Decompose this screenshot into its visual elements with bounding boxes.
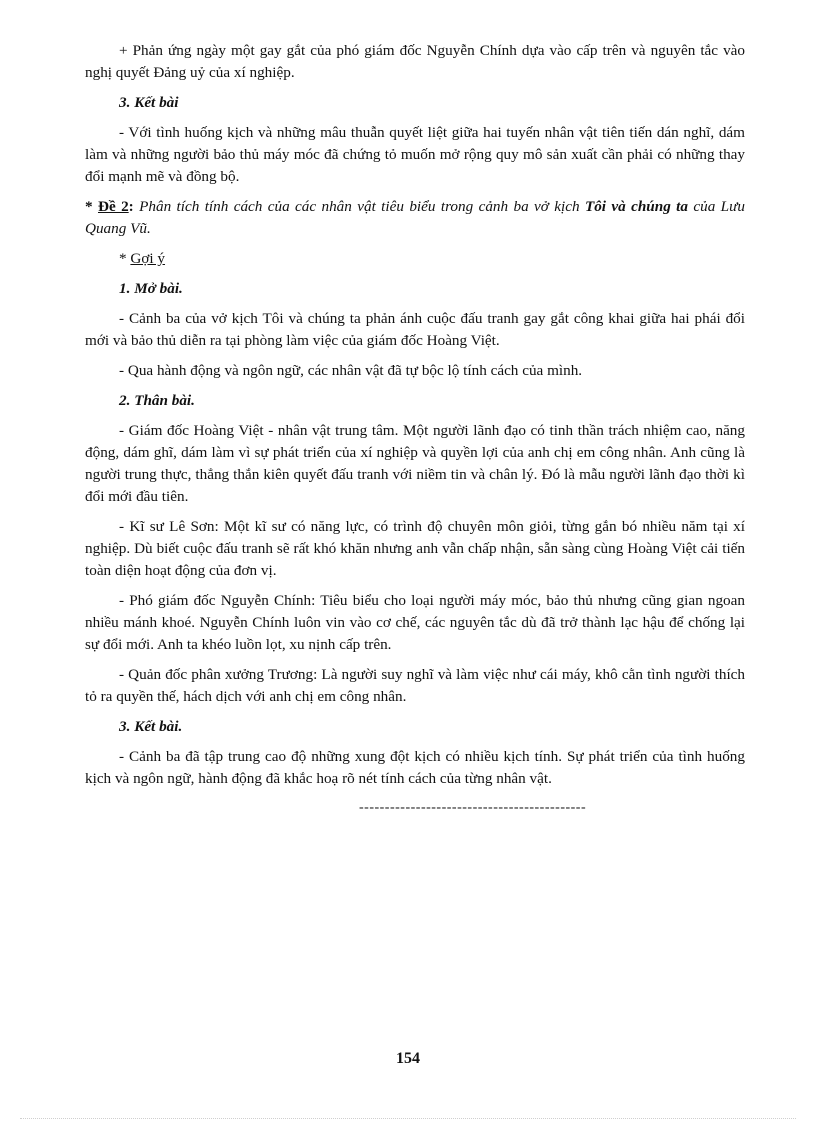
topic-star: * (85, 198, 98, 215)
body-paragraph-2: - Kĩ sư Lê Sơn: Một kĩ sư có năng lực, có trình độ chuyên môn giỏi, từng gắn bó nhiều năm tại xí nghiệp. Dù biết cuộc đấu tranh sẽ rất khó khăn nhưng anh vẫn chấp nhận, sẵn sàng cùng Hoàng Việt cải tiến toàn diện hoạt động của đơn vị. (85, 518, 745, 579)
topic-label: Đề 2 (97, 198, 129, 215)
body-paragraph-4: - Quản đốc phân xưởng Trương: Là người suy nghĩ và làm việc như cái máy, khô cằn tình người thích tỏ ra quyền thế, hách dịch với anh chị em công nhân. (85, 666, 745, 705)
topic-colon: : (128, 198, 140, 215)
hint-label (119, 248, 745, 270)
play-title: Tôi và chúng ta (584, 198, 688, 215)
conclusion-paragraph: - Với tình huống kịch và những mâu thuẫn quyết liệt giữa hai tuyến nhân vật tiên tiến dán nghĩ, dám làm và những người bảo thủ máy móc đã chứng tỏ muốn mở rộng quy mô sản xuất cần phải có những thay đổi mạnh mẽ và đồng bộ. (85, 124, 745, 185)
opening-paragraph-2: - Qua hành động và ngôn ngữ, các nhân vật đã tự bộc lộ tính cách của mình. (119, 362, 583, 379)
section-heading-final: 3. Kết bài. (119, 718, 183, 735)
opening-paragraph-1: - Cảnh ba của vở kịch Tôi và chúng ta phản ánh cuộc đấu tranh gay gắt công khai giữa hai phái đổi mới và bảo thủ diễn ra tại phòng làm việc của giám đốc Hoàng Việt. (85, 310, 745, 349)
intro-paragraph: + Phản ứng ngày một gay gắt của phó giám đốc Nguyễn Chính dựa vào cấp trên và nguyên tắc vào nghị quyết Đảng uỷ của xí nghiệp. (85, 42, 745, 81)
footer-rule (20, 1118, 796, 1119)
hint-star: * (119, 250, 131, 267)
final-paragraph: - Cảnh ba đã tập trung cao độ những xung đột kịch có nhiều kịch tính. Sự phát triển của tình huống kịch và ngôn ngữ, hành động đã khắc hoạ rõ nét tính cách của từng nhân vật. (85, 748, 745, 787)
topic-2 (85, 196, 745, 240)
body-paragraph-1: - Giám đốc Hoàng Việt - nhân vật trung tâm. Một người lãnh đạo có tinh thần trách nhiệm cao, năng động, dám ghĩ, dám làm vì sự phát triển của xí nghiệp và quyền lợi của anh chị em công nhân. Anh cũng là người trung thực, thẳng thắn kiên quyết đấu tranh với niềm tin và chân lý. Đó là mẫu người lãnh đạo thời kì đổi mới đầu tiên. (85, 422, 745, 505)
topic-text: Phân tích tính cách của các nhân vật tiêu biểu trong cảnh ba vở kịch (139, 198, 585, 215)
document-page (85, 40, 745, 818)
hint-text: Gợi ý (130, 250, 166, 267)
section-heading-opening: 1. Mở bài. (119, 280, 183, 297)
topic-author: của Lưu Quang Vũ. (85, 198, 745, 237)
divider-line: -------------------------------------------- (359, 800, 587, 815)
section-heading-body: 2. Thân bài. (119, 392, 195, 409)
body-paragraph-3: - Phó giám đốc Nguyễn Chính: Tiêu biểu cho loại người máy móc, bảo thủ nhưng cũng gian ngoan nhiều mánh khoé. Nguyễn Chính luôn vin vào cơ chế, các nguyên tắc dù đã trở thành lạc hậu để chống lại sự đổi mới. Anh ta khéo luồn lọt, xu nịnh cấp trên. (85, 592, 745, 653)
page-number: 154 (396, 1050, 420, 1067)
section-heading-conclusion: 3. Kết bài (119, 94, 179, 111)
